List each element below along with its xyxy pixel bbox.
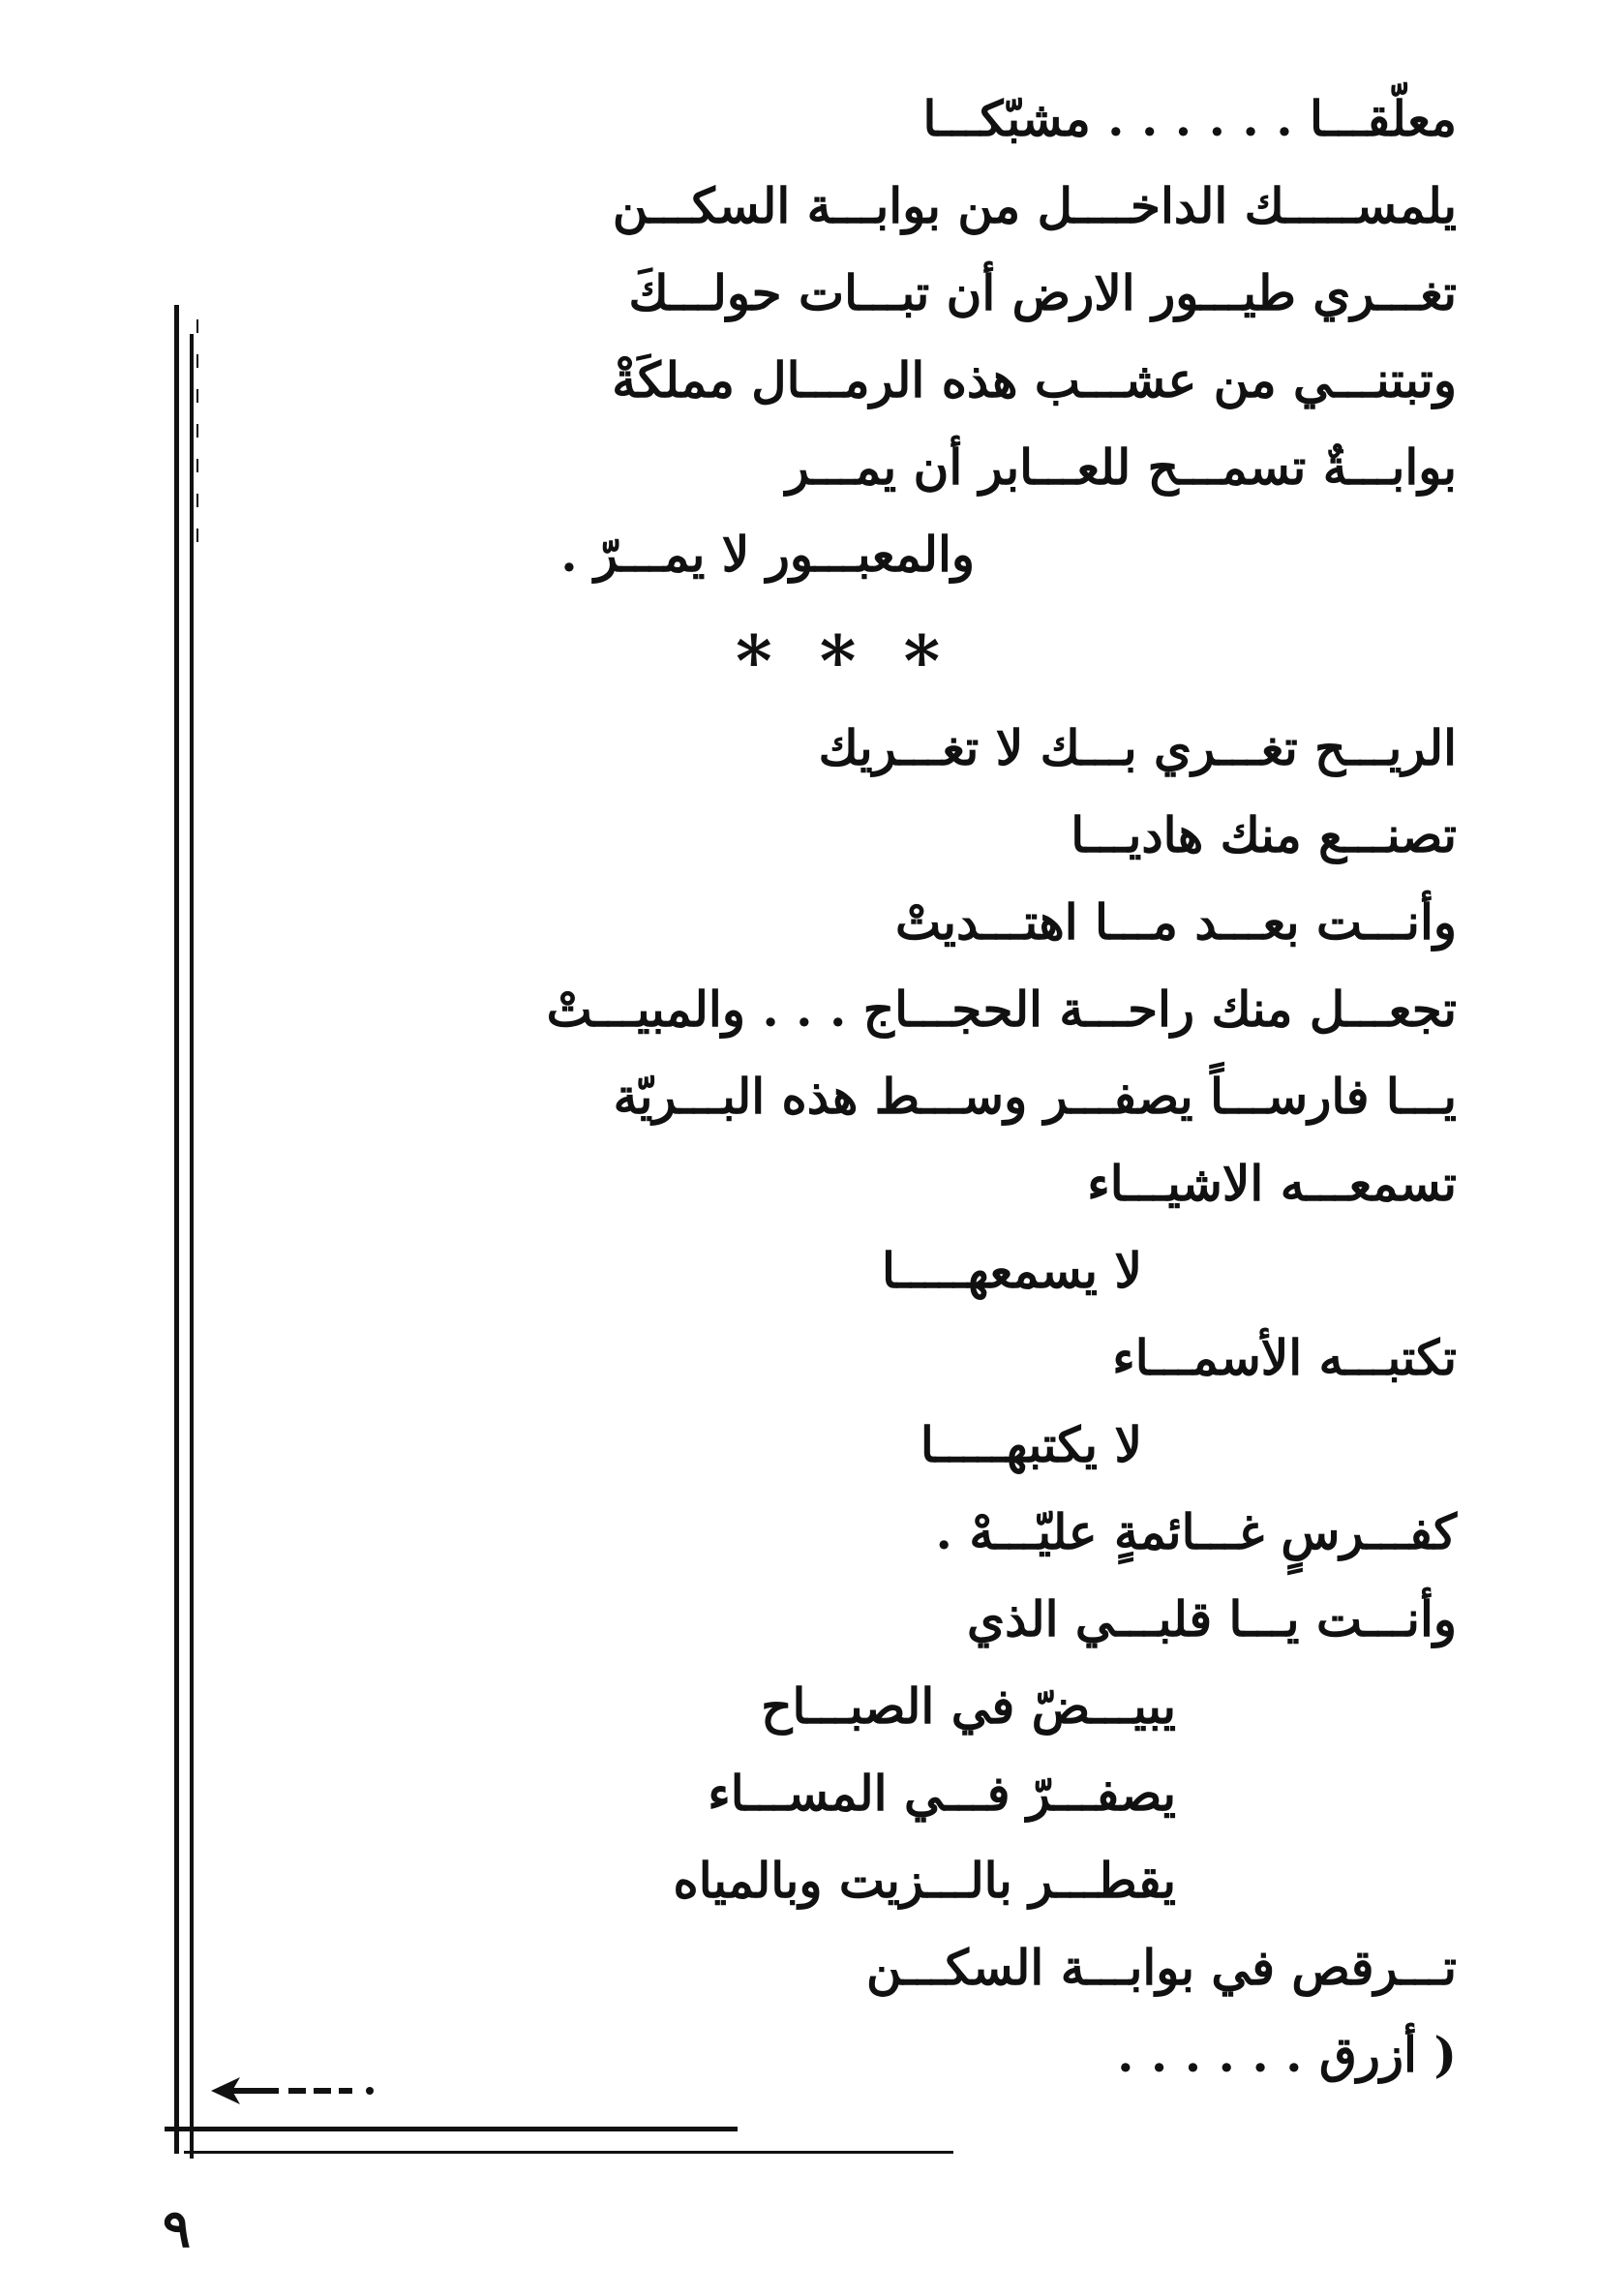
- frame-bottom-rule-long: [184, 2151, 953, 2154]
- poem-line-22: ( أزرق . . . . . .: [1117, 2026, 1457, 2083]
- poem-line-9: وأنـــت بعـــد مـــا اهتـــديتْ: [895, 893, 1457, 951]
- poem-line-17: وأنـــت يـــا قلبـــي الذي: [967, 1590, 1457, 1647]
- poem-line-18: يبيـــضّ في الصبـــاح: [761, 1677, 1176, 1735]
- poem-line-10: تجعـــل منك راحـــة الحجـــاج . . . والمبيـــتْ: [546, 981, 1457, 1038]
- page-number: ٩: [163, 2197, 192, 2259]
- poem-line-6: والمعبـــور لا يمـــرّ .: [560, 526, 975, 583]
- poem-line-2: يلمســـــك الداخــــل من بوابـــة السكـــن: [612, 177, 1457, 234]
- frame-bottom-rule-short: [165, 2127, 738, 2131]
- arrow-left-icon: [203, 2071, 397, 2110]
- poem-line-12: تسمعـــه الاشيـــاء: [1087, 1155, 1457, 1212]
- poem-line-7: الريـــح تغـــري بـــك لا تغـــريك: [818, 719, 1457, 776]
- frame-dotted-segment: [196, 319, 198, 542]
- stanza-separator: * * *: [736, 619, 952, 702]
- poem-line-1: معلّقـــا . . . . . . مشبّكـــا: [922, 90, 1457, 147]
- frame-left-vertical-inner: [190, 334, 194, 2159]
- poem-line-11: يـــا فارســـاً يصفـــر وســـط هذه البـــريّة: [613, 1068, 1457, 1125]
- poem-line-20: يقطـــر بالـــزيت وبالمياه: [673, 1852, 1176, 1909]
- poem-line-21: تـــرقص في بوابـــة السكـــن: [865, 1939, 1457, 1996]
- poem-line-5: بوابـــةٌ تسمـــح للعـــابر أن يمـــر: [785, 438, 1457, 496]
- poem-line-19: يصفـــرّ فـــي المســـاء: [708, 1765, 1176, 1822]
- poem-line-4: وتبتنـــي من عشـــب هذه الرمـــال مملكَةْ: [612, 351, 1457, 408]
- poem-line-16: كفـــرسٍ غـــائمةٍ عليّـــهْ .: [935, 1503, 1457, 1560]
- poem-line-15: لا يكتبهـــــا: [920, 1416, 1142, 1473]
- poem-line-13: لا يسمعهـــــا: [882, 1242, 1142, 1299]
- poem-line-3: تغـــري طيـــور الارض أن تبـــات حولـــكَ: [628, 264, 1457, 321]
- poem-line-14: تكتبـــه الأسمـــاء: [1112, 1329, 1457, 1386]
- frame-left-vertical-outer: [174, 305, 179, 2154]
- poem-line-8: تصنـــع منك هاديـــا: [1071, 806, 1457, 863]
